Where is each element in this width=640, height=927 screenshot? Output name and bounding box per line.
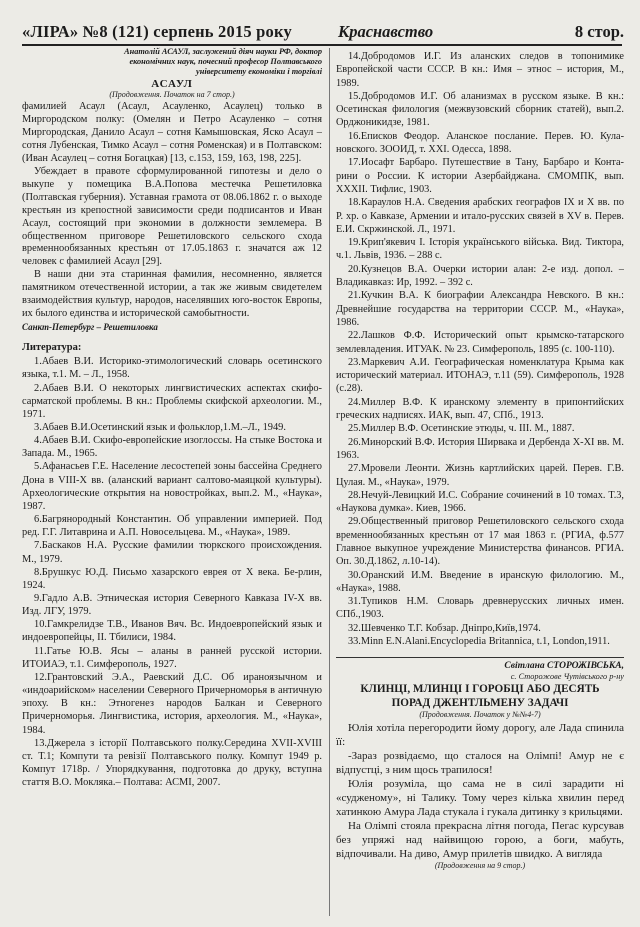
reference-item: 10.Гамкрелидзе Т.В., Иванов Вяч. Вс. Индоевропейский язык и индоевропейцы, II. Тбилиси, 1984. bbox=[22, 619, 322, 644]
reference-item: 24.Миллер В.Ф. К иранскому элементу в припонтийских греческих надписях. ИАК, вып. 47, СПб., 1913. bbox=[336, 396, 624, 422]
reference-item: 12.Грантовский Э.А., Раевский Д.С. Об ираноязычном и «индоарийском» населении Северного Причерноморья в античную эпоху. В кн.: Этногенез народов Балкан и Северного Причерноморья. Лингвистика, история, археология. М., «Наука», 1984. bbox=[22, 671, 322, 736]
reference-item: 4.Абаев В.И. Скифо-европейские изоглоссы. На стыке Востока и Запада. М., 1965. bbox=[22, 435, 322, 460]
article2-author: Світлана СТОРОЖІВСЬКА, bbox=[504, 661, 624, 672]
reference-item: 28.Нечуй-Левицкий И.С. Собрание сочинений в 10 томах. Т.3, «Наукова думка». Киев, 1966. bbox=[336, 489, 624, 515]
paragraph: На Олімпі стояла прекрасна літня погода, Пегас курсував без упряжі над найвищою горою, а боги, мабуть, відпочивали. На диво, Амур прилетів швидко. А вигляда bbox=[336, 819, 624, 860]
reference-item: 3.Абаев В.И.Осетинский язык и фольклор,1.М.–Л., 1949. bbox=[34, 421, 286, 433]
issue-info: «ЛІРА» №8 (121) серпень 2015 року bbox=[22, 22, 292, 41]
reference-item: 25.Миллер В.Ф. Осетинские этюды, ч. III. М., 1887. bbox=[348, 423, 575, 435]
reference-item: 19.Крип'якевич І. Історія українського війська. Вид. Тиктора, ч.1. Львів, 1936. – 288 с. bbox=[336, 237, 624, 262]
reference-item: 33.Minn E.N.Alani.Encyclopedia Britannica, t.1, London,1911. bbox=[348, 636, 610, 648]
paragraph: В наши дни эта старинная фамилия, несомненно, является памятником отечественной истории, а так же живым свидетелем взаимодействия культур, народов, населявших юго-восток Европы, их былого единства и исторической самобытности. bbox=[22, 269, 322, 320]
reference-item: 14.Добродомов И.Г. Из аланских следов в топонимике Европейской части СССР. В кн.: Имя – этнос – история, М., 1989. bbox=[336, 51, 624, 89]
paragraph: Убеждает в правоте сформулированной гипотезы и дело о выкупе у помещика В.А.Попова местечка Решетиловка (Полтавская губерния). Уставная грамота от 08.06.1862 г. о выходе крестьян из крепостной зависимости среди подписантов и Иван Асаул, состоящий при экономии в должности землемера. В общественном приговоре Решетиловского сельского схода временнообязанных крестьян от 17.05.1863 г. значатся аж 12 человек с фамилией Асаул [29]. bbox=[22, 165, 322, 268]
references-list-left bbox=[22, 355, 322, 789]
article2-title: КЛИНЦІ, МЛИНЦІ І ГОРОБЦІ АБО ДЕСЯТЬ ПОРАД ДЖЕНТЛЬМЕНУ ЗАДАЧІ bbox=[360, 683, 600, 709]
reference-item: 21.Кучкин В.А. К биографии Александра Невского. В кн.: Древнейшие государства на территории СССР. М., «Наука», 1986. bbox=[336, 290, 624, 328]
reference-item: 29.Общественный приговор Решетиловского сельского схода временнообязанных крестьян от 17 мая 1863 г. (РГИА, ф.577 Главное выкупное учреждение Министерства финансов. РГИА. Оп. 30.Д.1862, л.10-14). bbox=[336, 516, 624, 568]
paragraph: -Зараз розвідаємо, що сталося на Олімпі! Амур не є відпустці, з ним щось трапилося! bbox=[336, 750, 624, 777]
reference-item: 31.Тупиков Н.М. Словарь древнерусских личных имен. СПб.,1903. bbox=[336, 596, 624, 621]
reference-item: 8.Брушкус Ю.Д. Письмо хазарского еврея от X века. Бе-рлин, 1924. bbox=[22, 566, 322, 591]
reference-item: 6.Багрянородный Константин. Об управлении империей. Под ред. Г.Г. Литаврина и А.П. Новосельцева. М., «Наука», 1989. bbox=[22, 514, 322, 539]
article-title: АСАУЛ bbox=[151, 78, 193, 90]
reference-item: 18.Караулов Н.А. Сведения арабских географов IX и X вв. по Р. хр. о Кавказе, Армении и итало-русских связей в XV в. Перев. Е.И. Скржинской. Л., 1971. bbox=[336, 197, 624, 235]
reference-item: 1.Абаев В.И. Историко-этимологический словарь осетинского языка, т.1. М. – Л., 1958. bbox=[22, 356, 322, 381]
reference-item: 26.Минорский В.Ф. История Ширвака и Дербенда X-XI вв. М. 1963. bbox=[336, 436, 624, 461]
reference-item: 27.Мровели Леонти. Жизнь картлийских царей. Перев. Г.В. Цулая. М., «Наука», 1979. bbox=[336, 463, 624, 488]
reference-item: 32.Шевченко Т.Г. Кобзар. Дніпро,Київ,1974. bbox=[348, 622, 541, 634]
reference-item: 7.Баскаков Н.А. Русские фамилии тюркского происхождения. М., 1979. bbox=[22, 540, 322, 565]
continuation-note: (Продовження. Початок на 7 стор.) bbox=[109, 90, 235, 99]
references-title: Литература: bbox=[22, 342, 82, 354]
page-number: 8 стор. bbox=[574, 22, 624, 41]
paragraph: Юлія розуміла, що сама не в силі зарадити ні «судженому», ні Талику. Тому через кілька хвилин перед хатинкою Амура Лада стукала і гукала дитинку з крильцями. bbox=[336, 777, 624, 818]
right-column bbox=[336, 50, 624, 916]
article2-place: с. Сторожове Чутівського р-ну bbox=[510, 672, 624, 682]
references-list-right bbox=[336, 50, 624, 648]
reference-item: 13.Джерела з історії Полтавського полку.Середина XVII-XVIII ст. Т.1; Компути та ревізії Полтавського полку. Компут 1949 р. Компут 1718р. / Упорядкування, подготовка до друку, вступна стаття В.О. Мокляка.– Полтава: АСМІ, 2007. bbox=[22, 737, 322, 789]
reference-item: 11.Гатье Ю.В. Ясы – аланы в ранней русской истории. ИТОИАЭ, т.1. Симферополь, 1927. bbox=[22, 645, 322, 670]
paragraph: Юлія хотіла перегородити йому дорогу, але Лада спинила її: bbox=[336, 722, 624, 749]
article-author: Анатолій АСАУЛ, заслужений діяч науки РФ, доктор економічних наук, почесний професор Полтавського університету економіки і торгівлі bbox=[124, 47, 322, 76]
article-place: Санкт-Петербург – Решетиловка bbox=[22, 322, 158, 333]
left-column bbox=[22, 46, 322, 916]
continued-note: (Продовження на 9 стор.) bbox=[434, 861, 526, 871]
reference-item: 16.Еписков Феодор. Аланское послание. Перев. Ю. Кула-новского. ЗООИД, т. XXI. Одесса, 1898. bbox=[336, 130, 624, 156]
article-separator bbox=[336, 657, 624, 658]
reference-item: 9.Гадло А.В. Этническая история Северного Кавказа IV-X вв. Изд. ЛГУ, 1979. bbox=[22, 593, 322, 618]
reference-item: 20.Кузнецов В.А. Очерки истории алан: 2-е изд. допол. – Владикавказ: Ир, 1992. – 392 с. bbox=[336, 263, 624, 289]
reference-item: 17.Иосафт Барбаро. Путешествие в Тану, Барбаро и Конта-рини о России. К истории Азербайджана. СМОМПК, вып. XXXII. Тифлис, 1903. bbox=[336, 157, 624, 195]
reference-item: 2.Абаев В.И. О некоторых лингвистических аспектах скифо-сарматской проблемы. В кн.: Проблемы скифской археологии. М., 1971. bbox=[22, 382, 322, 420]
reference-item: 22.Лашков Ф.Ф. Исторический опыт крымско-татарского землевладения. ИТУАК. № 23. Симферополь, 1895 (с. 100-110). bbox=[336, 330, 624, 355]
reference-item: 23.Маркевич А.И. Географическая номенклатура Крыма как исторический материал. ИТОНАЭ, т.11 (59). Симферополь, 1928 (с.28). bbox=[336, 356, 624, 395]
reference-item: 15.Добродомов И.Г. Об аланизмах в русском языке. В кн.: Осетинская филология (межвузовский сборник статей), вып.2. Орджоникидзе, 1981. bbox=[336, 90, 624, 129]
section-title: Краснавство bbox=[338, 22, 434, 41]
reference-item: 5.Афанасьев Г.Е. Население лесостепей зоны бассейна Среднего Дона в VIII-X вв. (аланский вариант салтово-маяцкой культуры). Археологические открытия на новостройках, вып.2. М., «Наука», 1987. bbox=[22, 461, 322, 512]
page-header bbox=[22, 20, 624, 46]
reference-item: 30.Оранский И.М. Введение в иранскую филологию. М., «Наука», 1988. bbox=[336, 569, 624, 594]
paragraph: фамилией Асаул (Асаул, Асауленко, Асаулец) только в Миргородском полку: (Омелян и Петро Асауленко – сотня Миргородская, Данило Асаул – сотня Камышовская, Яско Асаул – сотня Лубенская, Тимко Асаул – сотня Роменская) и в Полтавском: (Иван Асаулец – сотня Богацкая) [13, с.153, 159, 163, 198, 225]. bbox=[22, 101, 322, 164]
column-divider bbox=[329, 48, 330, 916]
article2-continuation-note: (Продовження. Початок у №№4-7) bbox=[419, 710, 541, 720]
